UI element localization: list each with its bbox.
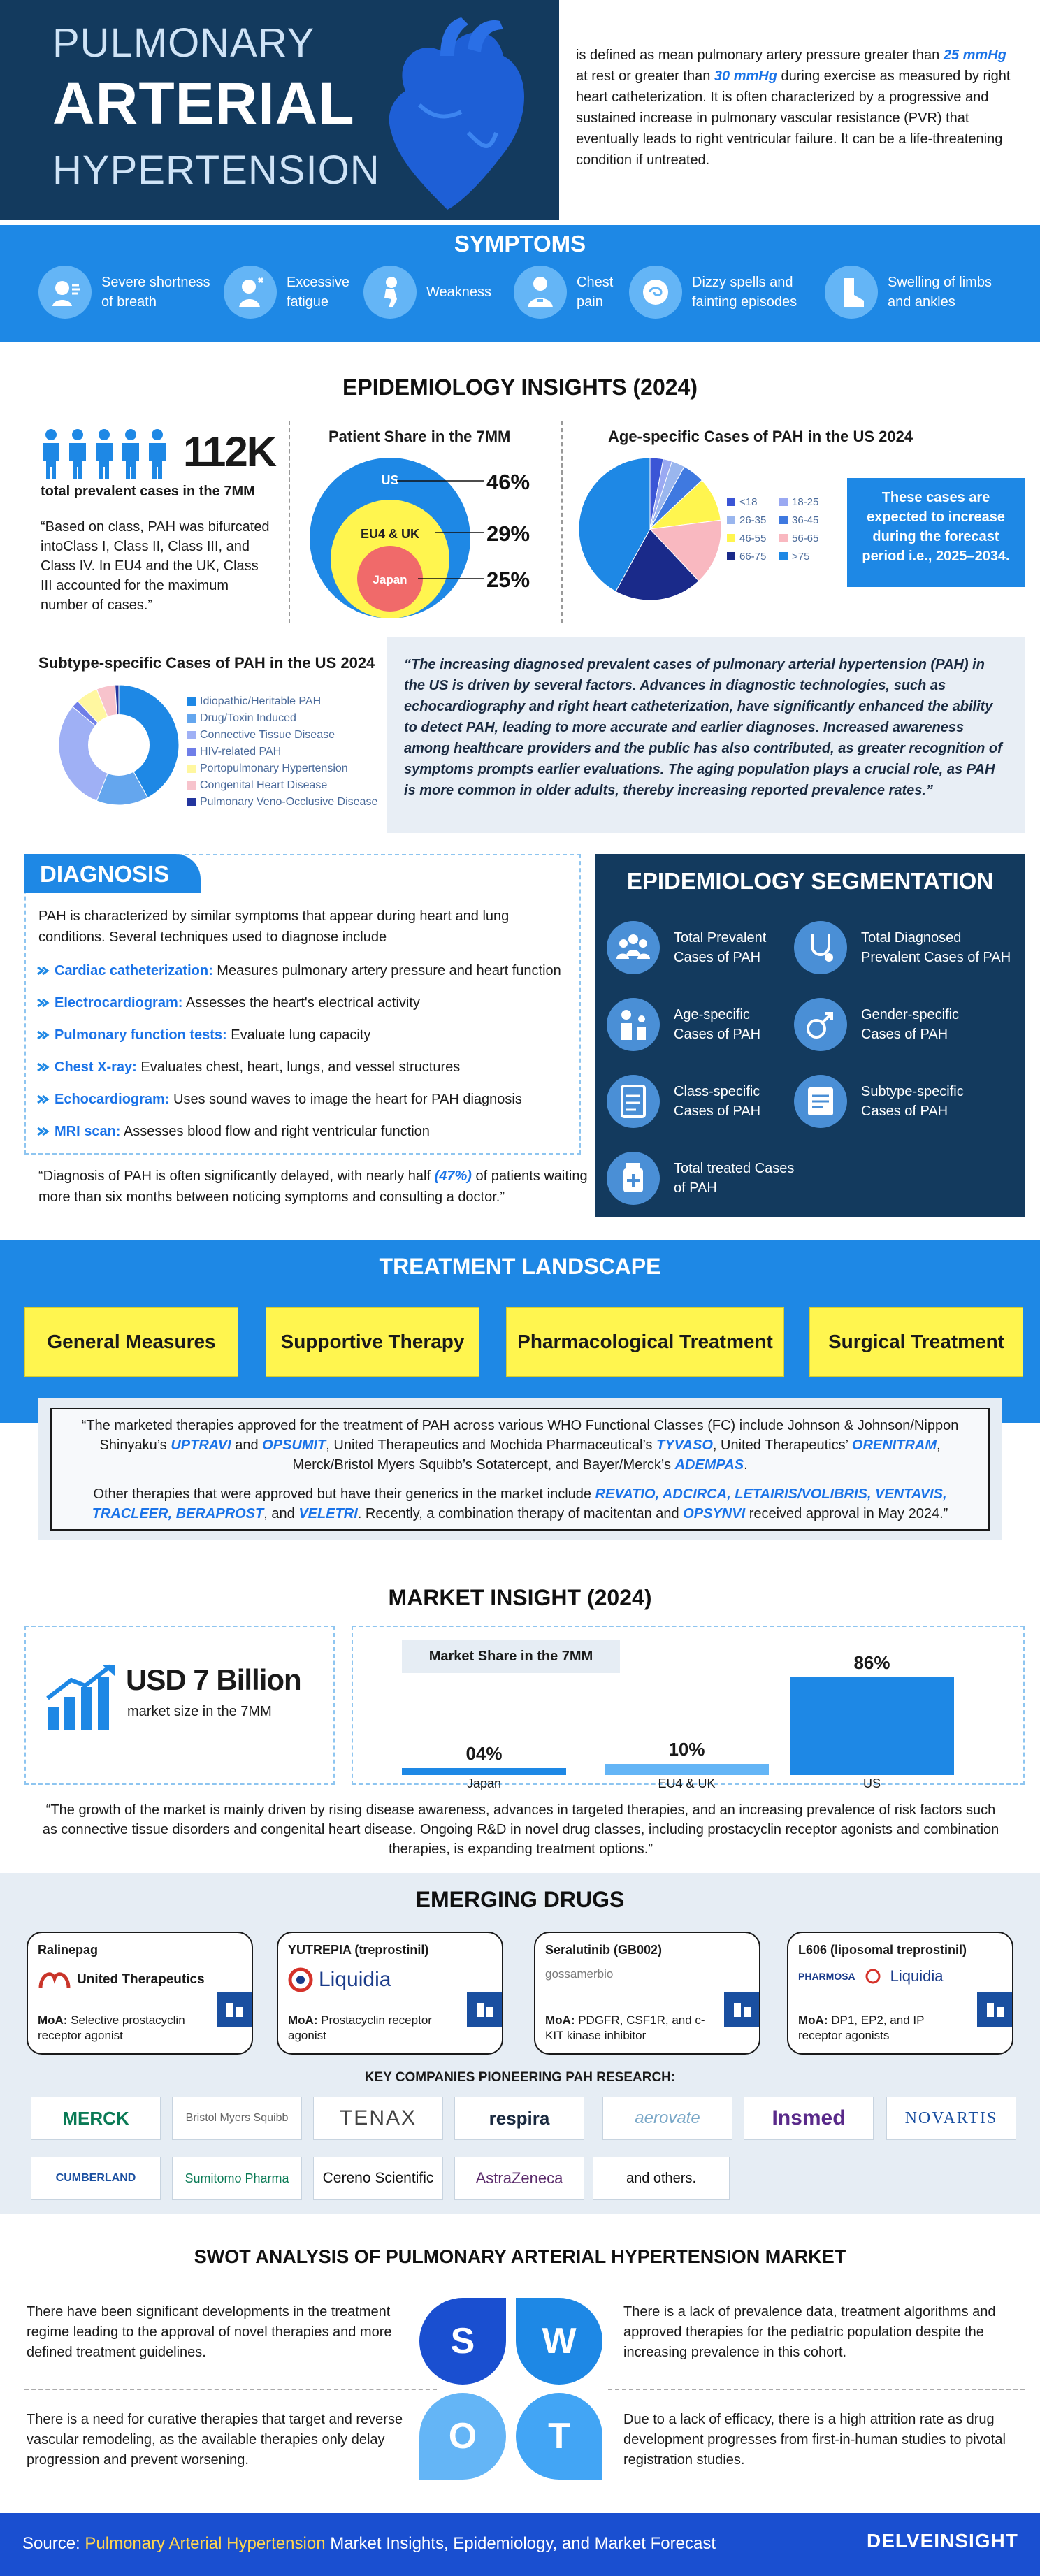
japan-label: Japan bbox=[373, 573, 407, 586]
diagnosis-intro: PAH is characterized by similar symptoms that appear during heart and lung conditions. Several techniques used to diagnose include bbox=[38, 909, 510, 945]
swot-o: O bbox=[419, 2393, 506, 2480]
bms-logo: Bristol Myers Squibb bbox=[172, 2097, 302, 2140]
treatment-surgical: Surgical Treatment bbox=[809, 1307, 1023, 1377]
patient-share-chart bbox=[299, 454, 558, 622]
symptom-item: Excessive fatigue bbox=[224, 266, 363, 319]
arrow-right-icon bbox=[35, 1092, 50, 1107]
title-line-3: HYPERTENSION bbox=[52, 147, 380, 193]
age-legend bbox=[727, 493, 832, 565]
prevalent-label: total prevalent cases in the 7MM bbox=[41, 484, 255, 499]
eu-label: EU4 & UK bbox=[360, 527, 420, 541]
treatment-pharmacological: Pharmacological Treatment bbox=[506, 1307, 784, 1377]
diagnosis-item: Echocardiogram: Uses sound waves to image the heart for PAH diagnosis bbox=[35, 1083, 580, 1115]
class-quote: “Based on class, PAH was bifurcated intoClass I, Class II, Class III, and Class IV. In EU4 and the UK, Class III accounted for the maximum number of cases.” bbox=[41, 519, 270, 613]
chest-pain-icon bbox=[514, 266, 567, 319]
legend-item: HIV-related PAH bbox=[187, 744, 390, 760]
market-growth-quote: “The growth of the market is mainly driven by rising disease awareness, advances in targeted therapies, and an increasing prevalence of risk factors such as connective tissue disorders and congenital heart disease. Ongoing R&D in novel drug classes, including prostacyclin receptor agonists and combination therapies, is expanding treatment options.” bbox=[42, 1802, 999, 1857]
drug-card-yutrepia: YUTREPIA (treprostinil) Liquidia MoA: Prostacyclin receptor agonist bbox=[277, 1932, 503, 2055]
legend-item: 18-25 bbox=[779, 493, 832, 510]
market-bar bbox=[605, 1764, 769, 1775]
legend-item: Portopulmonary Hypertension bbox=[187, 760, 390, 777]
segmentation-item: Gender-specific Cases of PAH bbox=[794, 998, 1018, 1051]
market-size-label: market size in the 7MM bbox=[127, 1704, 272, 1719]
cereno-logo: Cereno Scientific bbox=[313, 2157, 443, 2200]
market-bar-label: EU4 & UK bbox=[658, 1777, 716, 1790]
swot-t: T bbox=[516, 2393, 602, 2480]
checklist-icon bbox=[607, 1075, 660, 1128]
drug-icon bbox=[217, 1992, 252, 2027]
drug-card-ralinepag: Ralinepag United Therapeutics MoA: Selective prostacyclin receptor agonist bbox=[27, 1932, 253, 2055]
emerging-title: EMERGING DRUGS bbox=[415, 1887, 625, 1912]
delveinsight-logo: DELVEINSIGHT bbox=[867, 2530, 1018, 2552]
cumberland-logo: CUMBERLAND bbox=[31, 2157, 161, 2200]
us-value: 46% bbox=[486, 470, 530, 494]
title-line-1: PULMONARY bbox=[52, 20, 315, 66]
prevalent-value: 112K bbox=[183, 428, 276, 475]
legend-item: 36-45 bbox=[779, 512, 832, 528]
medicine-icon bbox=[607, 1152, 660, 1205]
title-line-2: ARTERIAL bbox=[52, 71, 355, 136]
market-bar-value: 10% bbox=[668, 1738, 705, 1760]
treatment-title: TREATMENT LANDSCAPE bbox=[379, 1254, 661, 1279]
swot-s: S bbox=[419, 2298, 506, 2385]
symptom-item: Chest pain bbox=[514, 266, 633, 319]
legend-item: Pulmonary Veno-Occlusive Disease bbox=[187, 794, 390, 811]
swot-title: SWOT ANALYSIS OF PULMONARY ARTERIAL HYPERTENSION MARKET bbox=[194, 2246, 846, 2267]
definition-text: is defined as mean pulmonary artery pressure greater than 25 mmHg at rest or greater than 30 mmHg during exercise as measured by right heart catheterization. It is often characterized by a progressive and sustained increase in pulmonary vascular resistance (PVR) that eventually leads to right ventricular failure. It can be a life-threatening condition if untreated. bbox=[559, 0, 1040, 220]
arrow-right-icon bbox=[35, 1027, 50, 1043]
footer-source: Source: Pulmonary Arterial Hypertension Market Insights, Epidemiology, and Market Forecast bbox=[22, 2534, 716, 2553]
age-pie bbox=[577, 456, 723, 602]
forecast-note: These cases are expected to increase during the forecast period i.e., 2025–2034. bbox=[847, 478, 1025, 587]
symptom-item: Dizzy spells and fainting episodes bbox=[629, 266, 825, 319]
market-share-title: Market Share in the 7MM bbox=[402, 1640, 620, 1673]
drug-card-seralutinib: Seralutinib (GB002) gossamerbio MoA: PDGFR, CSF1R, and c-KIT kinase inhibitor bbox=[534, 1932, 760, 2055]
legend-item: Connective Tissue Disease bbox=[187, 727, 390, 744]
legend-item: Idiopathic/Heritable PAH bbox=[187, 693, 390, 710]
others-label: and others. bbox=[593, 2157, 730, 2200]
symptom-item: Severe shortness of breath bbox=[38, 266, 220, 319]
diagnosis-item: Electrocardiogram: Assesses the heart's electrical activity bbox=[35, 987, 580, 1019]
market-bar-label: US bbox=[862, 1777, 881, 1790]
gossamer-logo: gossamerbio bbox=[545, 1967, 614, 1981]
fatigue-icon bbox=[224, 266, 277, 319]
divider bbox=[561, 421, 563, 623]
dizzy-icon bbox=[629, 266, 682, 319]
swot-weakness-text: There is a lack of prevalence data, treatment algorithms and approved therapies for the pediatric population despite the increasing prevalence in this cohort. bbox=[623, 2304, 996, 2360]
pharmosa-liquidia-logo: PHARMOSA Liquidia bbox=[798, 1967, 944, 1985]
eu-value: 29% bbox=[486, 521, 530, 546]
legend-item: Congenital Heart Disease bbox=[187, 777, 390, 794]
market-bar bbox=[790, 1677, 954, 1775]
treatment-supportive: Supportive Therapy bbox=[266, 1307, 479, 1377]
market-share-chart bbox=[402, 1635, 961, 1790]
diagnosis-item: MRI scan: Assesses blood flow and right ventricular function bbox=[35, 1115, 580, 1148]
symptom-item: Swelling of limbs and ankles bbox=[825, 266, 1013, 319]
diagnosis-list bbox=[35, 955, 580, 1148]
market-size-value: USD 7 Billion bbox=[126, 1663, 301, 1696]
legend-item: 26-35 bbox=[727, 512, 779, 528]
age-chart-title: Age-specific Cases of PAH in the US 2024 bbox=[608, 428, 913, 445]
us-label: US bbox=[381, 473, 399, 487]
segmentation-item: Total treated Cases of PAH bbox=[607, 1152, 830, 1205]
legend-item: >75 bbox=[779, 548, 832, 565]
legend-item: 66-75 bbox=[727, 548, 779, 565]
drivers-quote: “The increasing diagnosed prevalent cases of pulmonary arterial hypertension (PAH) in the US is driven by several factors. Advances in diagnostic technologies, such as echocardiography and right heart catheterization, have significantly enhanced the ability to detect PAH, leading to more accurate and earlier diagnoses. Increased awareness among healthcare providers and the public has also contributed, as greater recognition of symptoms prompts earlier evaluations. The aging population plays a crucial role, as PAH is more common in older adults, thereby increasing reported prevalence rates.” bbox=[387, 637, 1025, 833]
segmentation-item: Total Prevalent Cases of PAH bbox=[607, 921, 802, 974]
market-bar bbox=[402, 1768, 566, 1775]
merck-logo: MERCK bbox=[31, 2097, 161, 2140]
stethoscope-icon bbox=[794, 921, 847, 974]
tenax-logo: TENAX bbox=[313, 2097, 443, 2140]
arrow-right-icon bbox=[35, 1059, 50, 1075]
segmentation-item: Age-specific Cases of PAH bbox=[607, 998, 802, 1051]
subtype-legend bbox=[187, 693, 390, 811]
gender-icon bbox=[794, 998, 847, 1051]
aerovate-logo: aerovate bbox=[602, 2097, 732, 2140]
symptoms-title: SYMPTOMS bbox=[454, 231, 586, 256]
diagnosis-item: Pulmonary function tests: Evaluate lung capacity bbox=[35, 1019, 580, 1051]
heart-icon bbox=[363, 14, 545, 217]
diagnosis-item: Cardiac catheterization: Measures pulmonary artery pressure and heart function bbox=[35, 955, 580, 987]
legend-item: Drug/Toxin Induced bbox=[187, 710, 390, 727]
novartis-logo: NOVARTIS bbox=[886, 2097, 1016, 2140]
people-icon bbox=[38, 428, 178, 481]
weakness-icon bbox=[363, 266, 417, 319]
subtype-chart-title: Subtype-specific Cases of PAH in the US 2024 bbox=[38, 654, 375, 672]
segmentation-title: EPIDEMIOLOGY SEGMENTATION bbox=[626, 868, 994, 894]
swot-opportunity-text: There is a need for curative therapies that target and reverse vascular remodeling, as the available therapies only delay progression and prevent worsening. bbox=[27, 2412, 403, 2468]
treatment-general: General Measures bbox=[24, 1307, 238, 1377]
diagnosis-title: DIAGNOSIS bbox=[24, 854, 201, 893]
sumitomo-logo: Sumitomo Pharma bbox=[172, 2157, 302, 2200]
divider bbox=[289, 421, 290, 623]
swelling-icon bbox=[825, 266, 878, 319]
swot-threat-text: Due to a lack of efficacy, there is a high attrition rate as drug development progresses from first-in-human studies to pivotal registration studies. bbox=[623, 2412, 1006, 2468]
legend-item: 56-65 bbox=[779, 530, 832, 547]
insmed-logo: Insmed bbox=[744, 2097, 874, 2140]
astrazeneca-logo: AstraZeneca bbox=[454, 2157, 584, 2200]
swot-strength-text: There have been significant developments in the treatment regime leading to the approval of novel therapies and more defined treatment guidelines. bbox=[27, 2304, 392, 2360]
treatment-quote: “The marketed therapies approved for the treatment of PAH across various WHO Functional Classes (FC) include Johnson & Johnson/Nippon Shinyaku’s UPTRAVI and OPSUMIT, United Therapeutics and Mochida Pharmaceutical’s TYVASO, United Therapeutics’ ORENITRAM, Merck/Bristol Myers Squibb’s Sotatercept, and Bayer/Merck’s ADEMPAS. Other therapies that were approved but have their generics in the market include REVATIO, ADCIRCA, LETAIRIS/VOLIBRIS, VENTAVIS, TRACLEER, BERAPROST, and VELETRI. Recently, a combination therapy of macitentan and OPSYNVI received approval in May 2024.” bbox=[50, 1408, 990, 1531]
patient-share-title: Patient Share in the 7MM bbox=[328, 428, 511, 445]
drug-icon bbox=[977, 1992, 1012, 2027]
market-bar-value: 04% bbox=[465, 1743, 503, 1764]
symptom-item: Weakness bbox=[363, 266, 503, 319]
report-icon bbox=[794, 1075, 847, 1128]
arrow-right-icon bbox=[35, 995, 50, 1011]
arrow-right-icon bbox=[35, 963, 50, 978]
market-title: MARKET INSIGHT (2024) bbox=[388, 1585, 652, 1610]
market-bar-label: Japan bbox=[466, 1777, 502, 1790]
market-bar-value: 86% bbox=[853, 1652, 890, 1673]
swot-w: W bbox=[516, 2298, 602, 2385]
legend-item: <18 bbox=[727, 493, 779, 510]
segmentation-item: Total Diagnosed Prevalent Cases of PAH bbox=[794, 921, 1018, 974]
arrow-right-icon bbox=[35, 1124, 50, 1139]
liquidia-logo: Liquidia bbox=[288, 1967, 492, 1992]
united-therapeutics-logo: United Therapeutics bbox=[38, 1967, 242, 1992]
respira-logo: respira bbox=[454, 2097, 584, 2140]
segmentation-item: Subtype-specific Cases of PAH bbox=[794, 1075, 1018, 1128]
people-group-icon bbox=[607, 921, 660, 974]
growth-chart-icon bbox=[43, 1663, 122, 1733]
epidemiology-title: EPIDEMIOLOGY INSIGHTS (2024) bbox=[342, 375, 698, 400]
diagnosis-quote: “Diagnosis of PAH is often significantly delayed, with nearly half (47%) of patients waiting more than six months between noticing symptoms and consulting a doctor.” bbox=[38, 1168, 588, 1205]
segmentation-item: Class-specific Cases of PAH bbox=[607, 1075, 802, 1128]
drug-icon bbox=[724, 1992, 759, 2027]
breath-icon bbox=[38, 266, 92, 319]
companies-title: KEY COMPANIES PIONEERING PAH RESEARCH: bbox=[364, 2070, 676, 2085]
subtype-donut bbox=[56, 682, 182, 808]
family-icon bbox=[607, 998, 660, 1051]
divider bbox=[24, 2389, 437, 2390]
drug-card-l606: L606 (liposomal treprostinil) PHARMOSA Liquidia MoA: DP1, EP2, and IP receptor agonists bbox=[787, 1932, 1013, 2055]
legend-item: 46-55 bbox=[727, 530, 779, 547]
drug-icon bbox=[467, 1992, 502, 2027]
japan-value: 25% bbox=[486, 567, 530, 592]
diagnosis-item: Chest X-ray: Evaluates chest, heart, lungs, and vessel structures bbox=[35, 1051, 580, 1083]
divider bbox=[608, 2389, 1025, 2390]
